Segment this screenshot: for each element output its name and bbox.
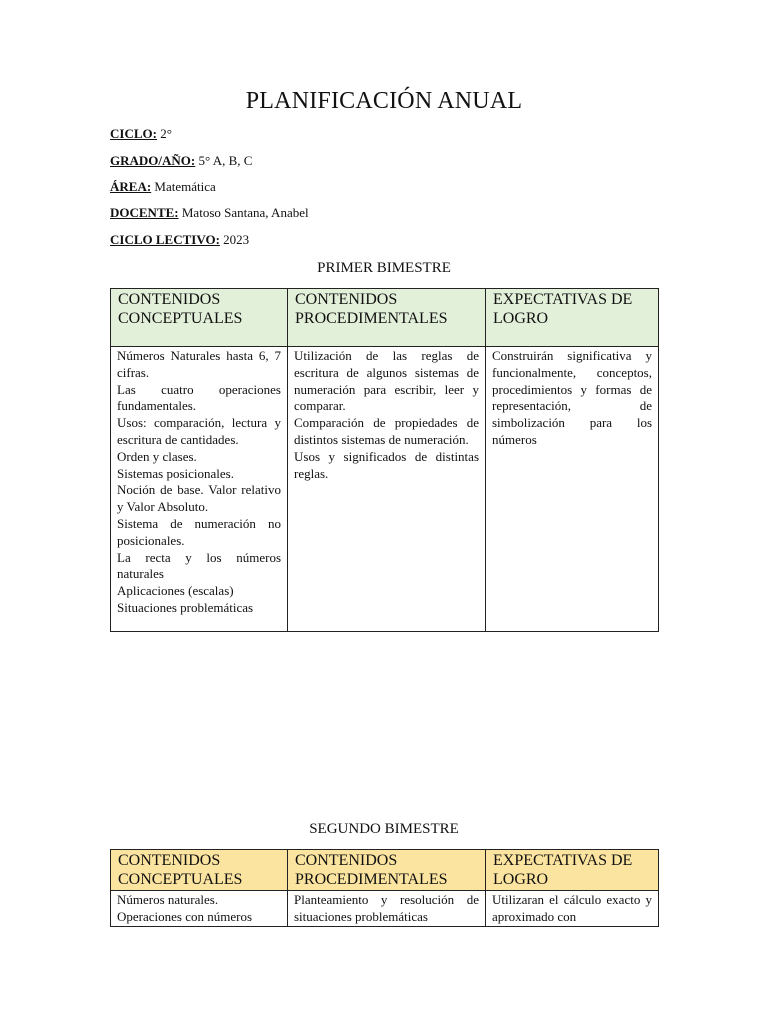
- table-row: [111, 891, 659, 927]
- table-row: [111, 347, 659, 632]
- list-item: Usos: comparación, lectura y escritura de cantidades.: [117, 415, 281, 447]
- list-item: Números Naturales hasta 6, 7 cifras.: [117, 348, 281, 380]
- meta-ciclo-lectivo-label: CICLO LECTIVO:: [110, 232, 220, 247]
- list-item: Usos y significados de distintas reglas.: [294, 448, 479, 481]
- table-header-row: [111, 289, 659, 347]
- meta-area-value: Matemática: [151, 179, 216, 194]
- header-conceptuales: CONTENIDOS CONCEPTUALES: [111, 289, 288, 347]
- list-item: Sistemas posicionales.: [117, 465, 234, 481]
- page-title: PLANIFICACIÓN ANUAL: [245, 88, 523, 114]
- section-title-primer-bimestre: PRIMER BIMESTRE: [317, 260, 451, 276]
- list-item: Las cuatro operaciones fundamentales.: [117, 381, 281, 414]
- meta-docente: [110, 205, 309, 221]
- meta-docente-label: DOCENTE:: [110, 205, 179, 220]
- list-item: Utilizaran el cálculo exacto y aproximado con: [492, 892, 652, 924]
- list-item: Orden y clases.: [117, 448, 197, 464]
- list-item: La recta y los números naturales: [117, 549, 281, 582]
- meta-ciclo-label: CICLO:: [110, 126, 157, 141]
- meta-ciclo-lectivo: [110, 232, 249, 248]
- list-item: Operaciones con números: [117, 908, 253, 924]
- list-item: Construirán significativa y funcionalmente, conceptos, procedimientos y formas de representación, de simbolización para los números: [492, 348, 652, 447]
- meta-ciclo-lectivo-value: 2023: [219, 232, 250, 247]
- meta-area: [110, 179, 216, 195]
- list-item: Utilización de las reglas de escritura de algunos sistemas de numeración para escribir, leer y comparar.: [294, 348, 479, 414]
- cell-procedimentales: [288, 891, 486, 927]
- list-item: Planteamiento y resolución de situaciones problemáticas: [294, 892, 479, 924]
- cell-conceptuales: [111, 347, 288, 632]
- list-item: Números naturales.: [117, 892, 219, 907]
- header-procedimentales: CONTENIDOS PROCEDIMENTALES: [288, 850, 486, 891]
- meta-grado: [110, 153, 252, 169]
- header-conceptuales: CONTENIDOS CONCEPTUALES: [111, 850, 288, 891]
- list-item: Noción de base. Valor relativo y Valor Absoluto.: [117, 482, 281, 515]
- cell-conceptuales: [111, 891, 288, 927]
- meta-grado-label: GRADO/AÑO:: [110, 153, 196, 168]
- list-item: Aplicaciones (escalas): [117, 583, 234, 599]
- table-header-row: [111, 850, 659, 891]
- list-item: Situaciones problemáticas: [117, 599, 254, 615]
- table-segundo-bimestre: [110, 849, 659, 927]
- header-expectativas: EXPECTATIVAS DE LOGRO: [486, 289, 659, 347]
- cell-expectativas: [486, 347, 659, 632]
- meta-area-label: ÁREA:: [110, 179, 152, 194]
- cell-expectativas: [486, 891, 659, 927]
- table-primer-bimestre: [110, 288, 659, 632]
- meta-ciclo: [110, 126, 172, 142]
- meta-ciclo-value: 2°: [156, 126, 172, 141]
- list-item: Comparación de propiedades de distintos sistemas de numeración.: [294, 415, 479, 447]
- list-item: Sistema de numeración no posicionales.: [117, 515, 281, 548]
- header-expectativas: EXPECTATIVAS DE LOGRO: [486, 850, 659, 891]
- meta-docente-value: Matoso Santana, Anabel: [178, 205, 309, 220]
- cell-procedimentales: [288, 347, 486, 632]
- header-procedimentales: CONTENIDOS PROCEDIMENTALES: [288, 289, 486, 347]
- section-title-segundo-bimestre: SEGUNDO BIMESTRE: [309, 821, 459, 837]
- meta-grado-value: 5° A, B, C: [195, 153, 253, 168]
